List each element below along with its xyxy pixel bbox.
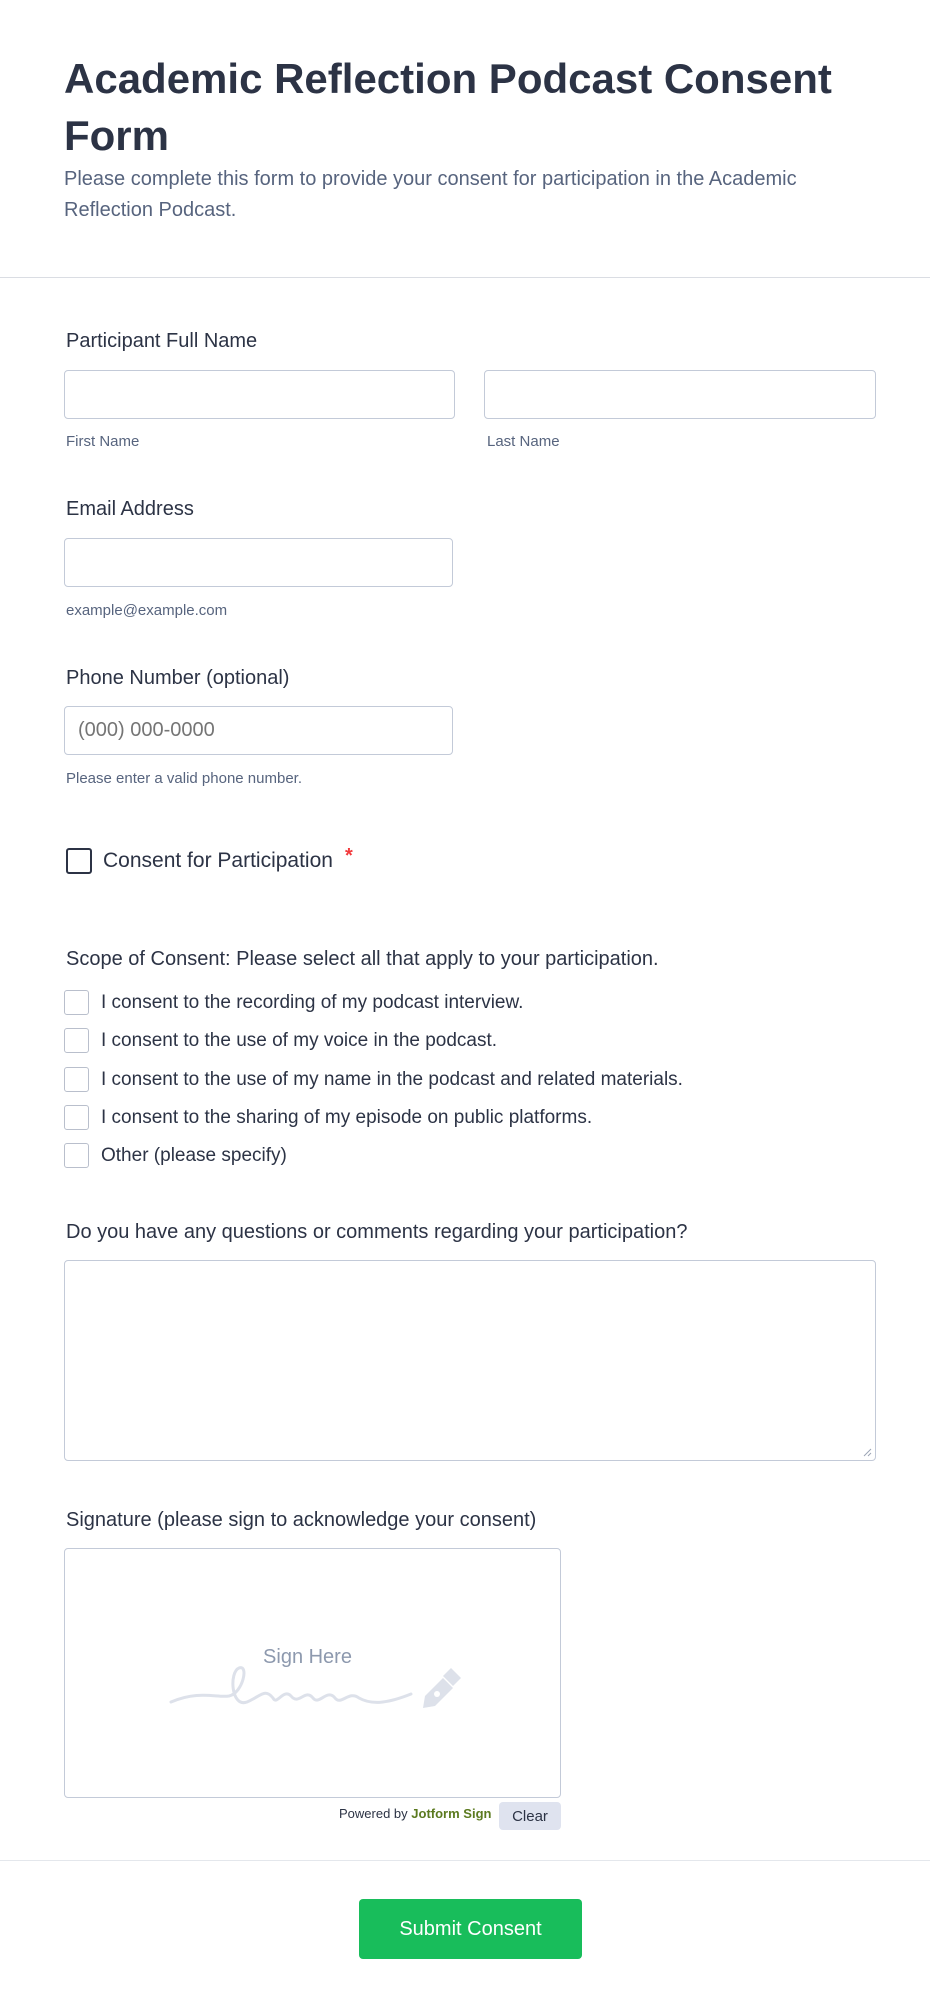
first-name-sublabel: First Name bbox=[66, 433, 140, 450]
form-title: Academic Reflection Podcast Consent Form bbox=[64, 55, 832, 159]
form-subtitle: Please complete this form to provide your consent for participation in the Academic Reflection Podcast. bbox=[64, 168, 797, 221]
comments-textarea[interactable] bbox=[64, 1260, 876, 1461]
form-header bbox=[0, 0, 930, 278]
clear-signature-button[interactable]: Clear bbox=[499, 1802, 561, 1830]
scope-option-label[interactable]: I consent to the use of my voice in the podcast. bbox=[101, 1030, 498, 1051]
required-asterisk: * bbox=[345, 845, 353, 867]
scope-label: Scope of Consent: Please select all that apply to your participation. bbox=[66, 948, 659, 970]
full-name-label: Participant Full Name bbox=[66, 330, 258, 352]
scope-option-checkbox[interactable] bbox=[64, 990, 89, 1015]
powered-by-text bbox=[339, 1806, 491, 1821]
comments-label: Do you have any questions or comments regarding your participation? bbox=[66, 1221, 688, 1243]
powered-by-prefix: Powered by bbox=[339, 1806, 408, 1821]
scope-option-checkbox[interactable] bbox=[64, 1067, 89, 1092]
signature-pad[interactable] bbox=[64, 1548, 561, 1798]
jotform-sign-brand[interactable]: Jotform Sign bbox=[411, 1806, 492, 1821]
last-name-input[interactable] bbox=[484, 370, 876, 419]
signature-label: Signature (please sign to acknowledge your consent) bbox=[66, 1509, 537, 1531]
scope-option-checkbox[interactable] bbox=[64, 1143, 89, 1168]
email-sublabel: example@example.com bbox=[66, 602, 228, 619]
scope-option-label[interactable]: Other (please specify) bbox=[101, 1145, 287, 1166]
scope-option-checkbox[interactable] bbox=[64, 1105, 89, 1130]
resize-grip-icon[interactable] bbox=[862, 1447, 872, 1457]
consent-label: Consent for Participation bbox=[103, 849, 333, 872]
sign-here-hint: Sign Here bbox=[263, 1646, 352, 1668]
phone-sublabel: Please enter a valid phone number. bbox=[66, 770, 302, 787]
first-name-input[interactable] bbox=[64, 370, 455, 419]
footer-divider bbox=[0, 1860, 930, 1861]
consent-checkbox[interactable] bbox=[66, 848, 92, 874]
scope-option-label[interactable]: I consent to the sharing of my episode on public platforms. bbox=[101, 1107, 593, 1128]
email-label: Email Address bbox=[66, 498, 194, 520]
phone-label: Phone Number (optional) bbox=[66, 667, 290, 689]
scope-option-checkbox[interactable] bbox=[64, 1028, 89, 1053]
submit-consent-button[interactable]: Submit Consent bbox=[359, 1899, 582, 1959]
last-name-sublabel: Last Name bbox=[487, 433, 560, 450]
scope-option-label[interactable]: I consent to the use of my name in the podcast and related materials. bbox=[101, 1069, 683, 1090]
email-input[interactable] bbox=[64, 538, 453, 587]
phone-input[interactable] bbox=[64, 706, 453, 755]
scope-option-label[interactable]: I consent to the recording of my podcast interview. bbox=[101, 992, 524, 1013]
